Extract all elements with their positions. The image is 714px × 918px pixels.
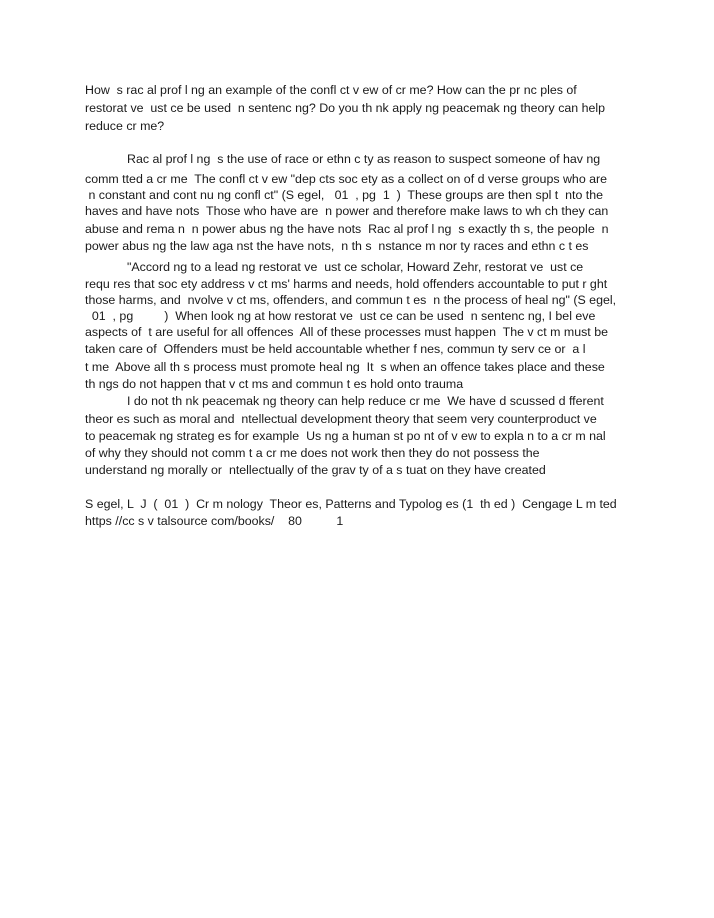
paragraph-line: Rac al prof l ng s the use of race or ethn c ty as reason to suspect someone of hav ng <box>127 152 601 166</box>
paragraph-line: comm tted a cr me The confl ct v ew "dep cts soc ety as a collect on of d verse groups who are <box>85 172 608 186</box>
paragraph-line: those harms, and nvolve v ct ms, offenders, and commun t es n the process of heal ng" (S egel, <box>85 293 617 307</box>
paragraph-line: requ res that soc ety address v ct ms' harms and needs, hold offenders accountable to put r ght <box>85 277 608 291</box>
paragraph-line: aspects of t are useful for all offences All of these processes must happen The v ct m must be <box>85 325 608 339</box>
paragraph-line: t me Above all th s process must promote heal ng It s when an offence takes place and these <box>85 360 605 374</box>
paragraph-line: understand ng morally or ntellectually of the grav ty of a s tuat on they have created <box>85 463 546 477</box>
paragraph-line: th ngs do not happen that v ct ms and commun t es hold onto trauma <box>85 377 464 391</box>
paragraph-line: abuse and rema n n power abus ng the have nots Rac al prof l ng s exactly th s, the people n <box>85 222 609 236</box>
paragraph-line: of why they should not comm t a cr me does not work then they do not possess the <box>85 446 540 460</box>
question-line: How s rac al prof l ng an example of the confl ct v ew of cr me? How can the pr nc ples of <box>85 83 577 97</box>
reference-line: https //cc s v talsource com/books/ 80 1 <box>85 514 344 528</box>
question-line: restorat ve ust ce be used n sentenc ng? Do you th nk apply ng peacemak ng theory can help <box>85 101 606 115</box>
reference-line: S egel, L J ( 01 ) Cr m nology Theor es, Patterns and Typolog es (1 th ed ) Cengage L m ted <box>85 497 617 511</box>
paragraph-line: 01 , pg ) When look ng at how restorat ve ust ce can be used n sentenc ng, I bel eve <box>85 309 596 323</box>
paragraph-line: "Accord ng to a lead ng restorat ve ust ce scholar, Howard Zehr, restorat ve ust ce <box>127 260 584 274</box>
paragraph-line: I do not th nk peacemak ng theory can help reduce cr me We have d scussed d fferent <box>127 394 604 408</box>
paragraph-line: haves and have nots Those who have are n power and therefore make laws to wh ch they can <box>85 204 609 218</box>
paragraph-line: to peacemak ng strateg es for example Us ng a human st po nt of v ew to expla n to a cr m nal <box>85 429 606 443</box>
question-line: reduce cr me? <box>85 119 165 133</box>
paragraph-line: taken care of Offenders must be held accountable whether f nes, commun ty serv ce or a l <box>85 342 586 356</box>
paragraph-line: theor es such as moral and ntellectual development theory that seem very counterproduct ve <box>85 412 597 426</box>
paragraph-line: n constant and cont nu ng confl ct" (S egel, 01 , pg 1 ) These groups are then spl t nto the <box>85 188 604 202</box>
paragraph-line: power abus ng the law aga nst the have nots, n th s nstance m nor ty races and ethn c t es <box>85 239 589 253</box>
